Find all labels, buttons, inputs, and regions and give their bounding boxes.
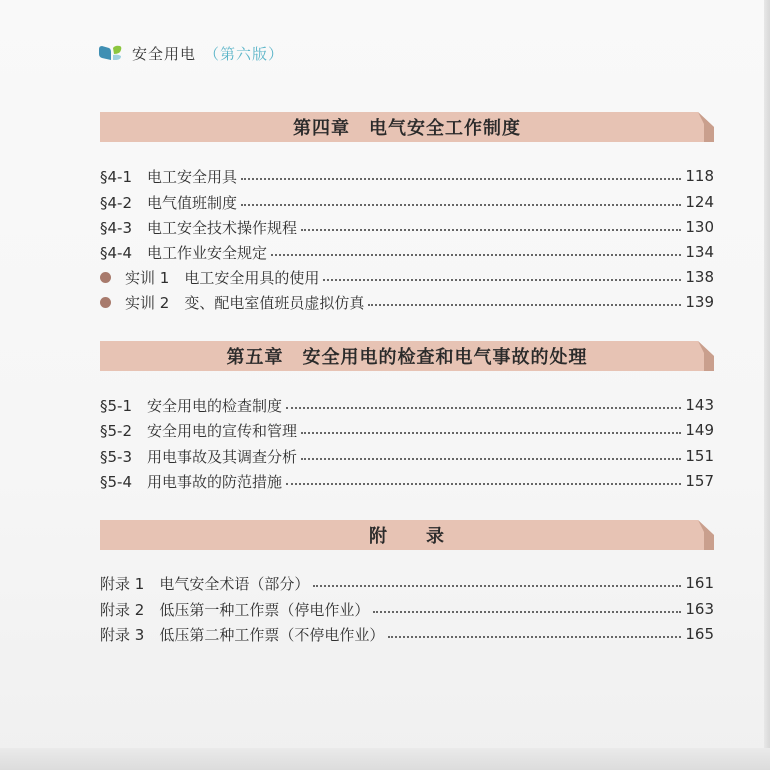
toc-entry[interactable] <box>100 190 714 214</box>
chapter-banner <box>100 341 714 371</box>
bullet-icon <box>100 297 111 308</box>
entry-page: 118 <box>685 167 714 185</box>
toc-entry[interactable] <box>100 469 714 493</box>
toc-entry-appendix[interactable] <box>100 622 714 646</box>
dot-leader <box>301 432 681 434</box>
entry-number: 附录 2 <box>100 600 160 619</box>
toc-entry[interactable] <box>100 393 714 417</box>
toc-entry[interactable] <box>100 444 714 468</box>
entry-page: 161 <box>685 574 714 592</box>
entry-page: 165 <box>685 625 714 643</box>
dot-leader <box>313 585 681 587</box>
entry-number: 实训 1 <box>125 268 185 287</box>
appendix-title: 附 录 <box>369 526 445 547</box>
entry-number: §5-4 <box>100 472 147 491</box>
entry-number: §4-1 <box>100 167 147 186</box>
entry-number: 附录 1 <box>100 574 160 593</box>
entry-title: 低压第一种工作票（停电作业） <box>159 600 370 619</box>
toc-entry-appendix[interactable] <box>100 597 714 621</box>
page-edge <box>764 0 770 770</box>
appendix-banner <box>100 520 714 550</box>
chapter-banner <box>100 112 714 142</box>
dot-leader <box>241 204 681 206</box>
entry-number: §4-4 <box>100 243 147 262</box>
entry-page: 157 <box>685 472 714 490</box>
entry-title: 电工安全技术操作规程 <box>147 218 298 237</box>
dot-leader <box>241 178 681 180</box>
toc-entry-practice[interactable] <box>100 265 714 289</box>
entry-number: 实训 2 <box>125 293 185 312</box>
book-title: 安全用电 <box>132 44 197 63</box>
entry-title: 低压第二种工作票（不停电作业） <box>159 625 385 644</box>
running-header <box>98 42 284 64</box>
entry-number: §5-1 <box>100 396 147 415</box>
toc-entry[interactable] <box>100 215 714 239</box>
chapter-title: 第四章 电气安全工作制度 <box>293 118 521 139</box>
dot-leader <box>286 407 681 409</box>
dot-leader <box>271 254 681 256</box>
entry-page: 138 <box>685 268 714 286</box>
entry-title: 安全用电的检查制度 <box>147 396 283 415</box>
entry-title: 安全用电的宣传和管理 <box>147 421 298 440</box>
entry-number: 附录 3 <box>100 625 160 644</box>
entry-title: 用电事故及其调查分析 <box>147 447 298 466</box>
entry-page: 163 <box>685 600 714 618</box>
entry-title: 变、配电室值班员虚拟仿真 <box>184 293 365 312</box>
toc-entry-practice[interactable] <box>100 290 714 314</box>
bullet-icon <box>100 272 111 283</box>
toc-entry-appendix[interactable] <box>100 571 714 595</box>
entry-title: 电气值班制度 <box>147 193 238 212</box>
entry-title: 电工作业安全规定 <box>147 243 268 262</box>
entry-number: §4-3 <box>100 218 147 237</box>
entry-page: 139 <box>685 293 714 311</box>
entry-number: §5-3 <box>100 447 147 466</box>
entry-page: 134 <box>685 243 714 261</box>
toc-entry[interactable] <box>100 240 714 264</box>
page-bottom-edge <box>0 748 770 770</box>
dot-leader <box>373 611 681 613</box>
chapter-title: 第五章 安全用电的检查和电气事故的处理 <box>226 347 588 368</box>
dot-leader <box>301 458 681 460</box>
entry-page: 124 <box>685 193 714 211</box>
entry-page: 151 <box>685 447 714 465</box>
entry-title: 电工安全用具的使用 <box>184 268 320 287</box>
entry-page: 130 <box>685 218 714 236</box>
dot-leader <box>323 279 681 281</box>
entry-number: §5-2 <box>100 421 147 440</box>
dot-leader <box>368 304 681 306</box>
entry-page: 143 <box>685 396 714 414</box>
entry-title: 用电事故的防范措施 <box>147 472 283 491</box>
dot-leader <box>388 636 681 638</box>
entry-page: 149 <box>685 421 714 439</box>
book-edition: （第六版） <box>204 44 285 63</box>
toc-entry[interactable] <box>100 164 714 188</box>
dot-leader <box>301 229 681 231</box>
toc-entry[interactable] <box>100 418 714 442</box>
entry-title: 电工安全用具 <box>147 167 238 186</box>
dot-leader <box>286 483 681 485</box>
entry-title: 电气安全术语（部分） <box>159 574 310 593</box>
entry-number: §4-2 <box>100 193 147 212</box>
book-logo-icon <box>98 44 124 62</box>
